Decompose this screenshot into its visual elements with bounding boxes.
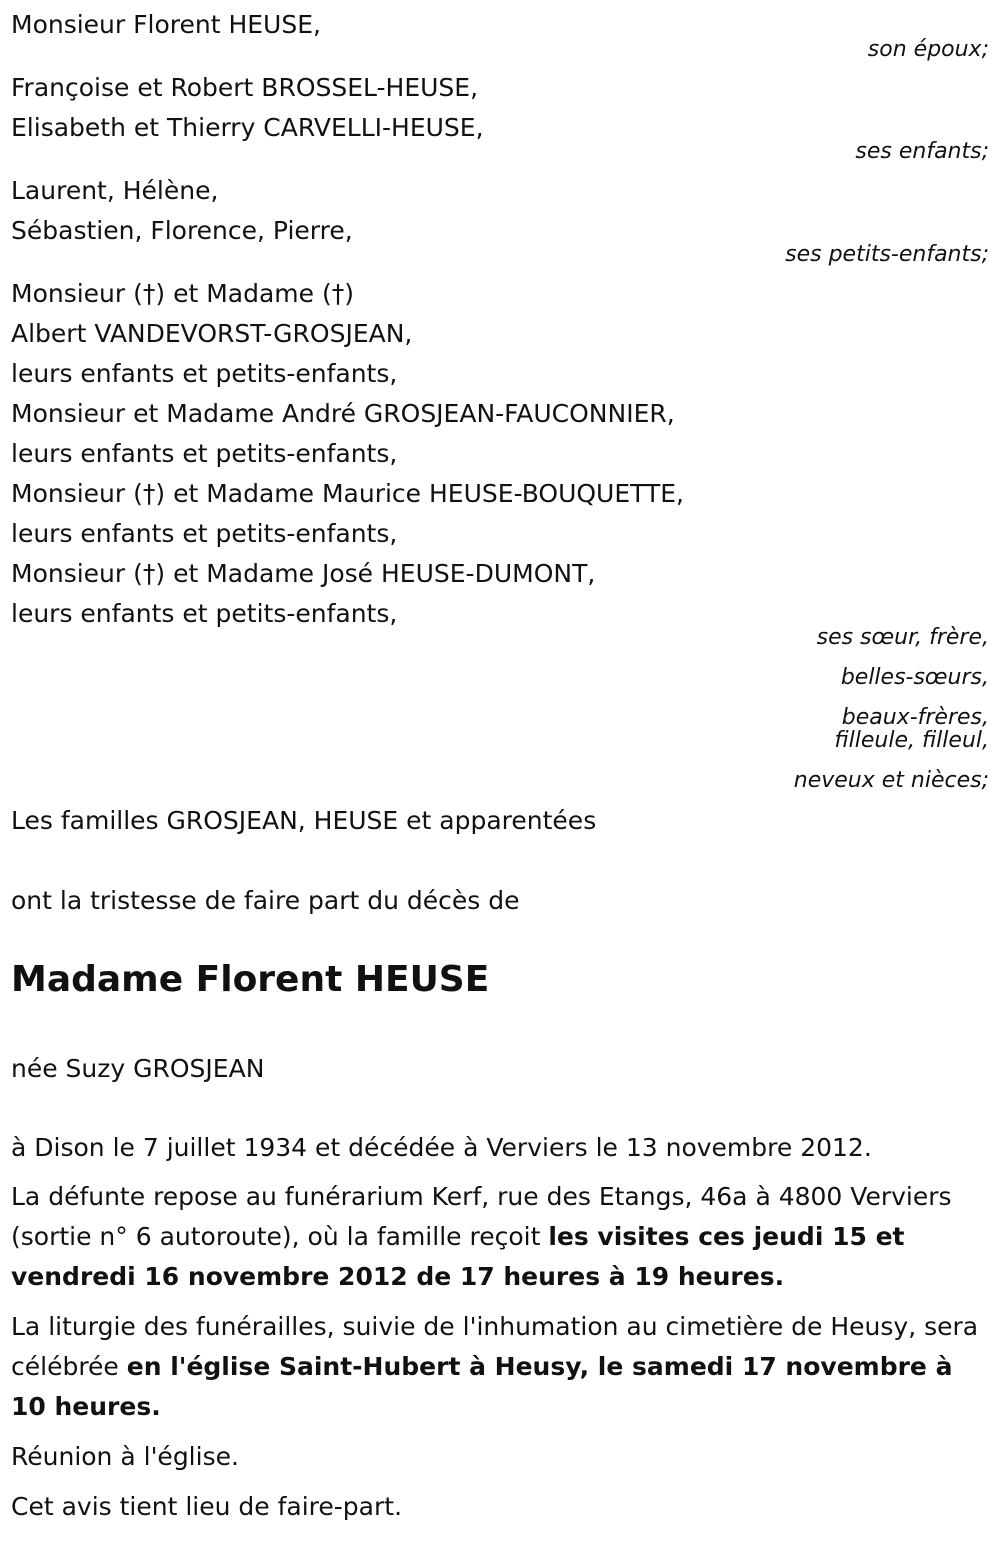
grandchildren-role: ses petits-enfants; <box>785 242 989 267</box>
children-role: ses enfants; <box>855 139 989 164</box>
husband-role: son époux; <box>867 37 989 62</box>
relatives-line-3: leurs enfants et petits-enfants, <box>11 359 398 388</box>
relatives-role-4: filleule, filleul, <box>834 728 989 753</box>
relatives-line-8: Monsieur (†) et Madame José HEUSE-DUMONT, <box>11 559 596 588</box>
relatives-role-5: neveux et nièces; <box>793 768 989 793</box>
husband-name: Monsieur Florent HEUSE, <box>11 10 321 39</box>
relatives-line-2: Albert VANDEVORST-GROSJEAN, <box>11 319 413 348</box>
relatives-role-3: beaux-frères, <box>841 705 989 730</box>
children-line-2: Elisabeth et Thierry CARVELLI-HEUSE, <box>11 113 484 142</box>
relatives-role-2: belles-sœurs, <box>840 665 989 690</box>
visit-times: les visites ces jeudi 15 et vendredi 16 novembre 2012 de 17 heures à 19 heures. <box>11 1222 905 1291</box>
birth-death-dates: à Dison le 7 juillet 1934 et décédée à Verviers le 13 novembre 2012. <box>11 1133 872 1162</box>
closing-line: Cet avis tient lieu de faire-part. <box>11 1492 403 1521</box>
relatives-line-5: leurs enfants et petits-enfants, <box>11 439 398 468</box>
visit-text: La défunte repose au funérarium Kerf, rue des Etangs, 46a à 4800 Verviers (sortie n° 6 autoroute), où la famille reçoit <box>11 1182 952 1251</box>
liturgy-text: La liturgie des funérailles, suivie de l'inhumation au cimetière de Heusy, sera célébrée <box>11 1312 979 1381</box>
deceased-name: Madame Florent HEUSE <box>11 959 490 1000</box>
grandchildren-line-2: Sébastien, Florence, Pierre, <box>11 216 353 245</box>
children-line-1: Françoise et Robert BROSSEL-HEUSE, <box>11 73 479 102</box>
grandchildren-line-1: Laurent, Hélène, <box>11 176 219 205</box>
meeting-line: Réunion à l'église. <box>11 1442 239 1471</box>
birth-name: née Suzy GROSJEAN <box>11 1054 265 1083</box>
announcement-intro: ont la tristesse de faire part du décès de <box>11 886 520 915</box>
relatives-line-1: Monsieur (†) et Madame (†) <box>11 279 354 308</box>
relatives-line-7: leurs enfants et petits-enfants, <box>11 519 398 548</box>
relatives-role-1: ses sœur, frère, <box>816 625 989 650</box>
visit-paragraph <box>11 1177 986 1297</box>
relatives-line-4: Monsieur et Madame André GROSJEAN-FAUCONNIER, <box>11 399 675 428</box>
liturgy-paragraph <box>11 1307 986 1427</box>
relatives-line-6: Monsieur (†) et Madame Maurice HEUSE-BOUQUETTE, <box>11 479 684 508</box>
families-line: Les familles GROSJEAN, HEUSE et apparentées <box>11 806 597 835</box>
relatives-line-9: leurs enfants et petits-enfants, <box>11 599 398 628</box>
liturgy-place-time: en l'église Saint-Hubert à Heusy, le samedi 17 novembre à 10 heures. <box>11 1352 953 1421</box>
